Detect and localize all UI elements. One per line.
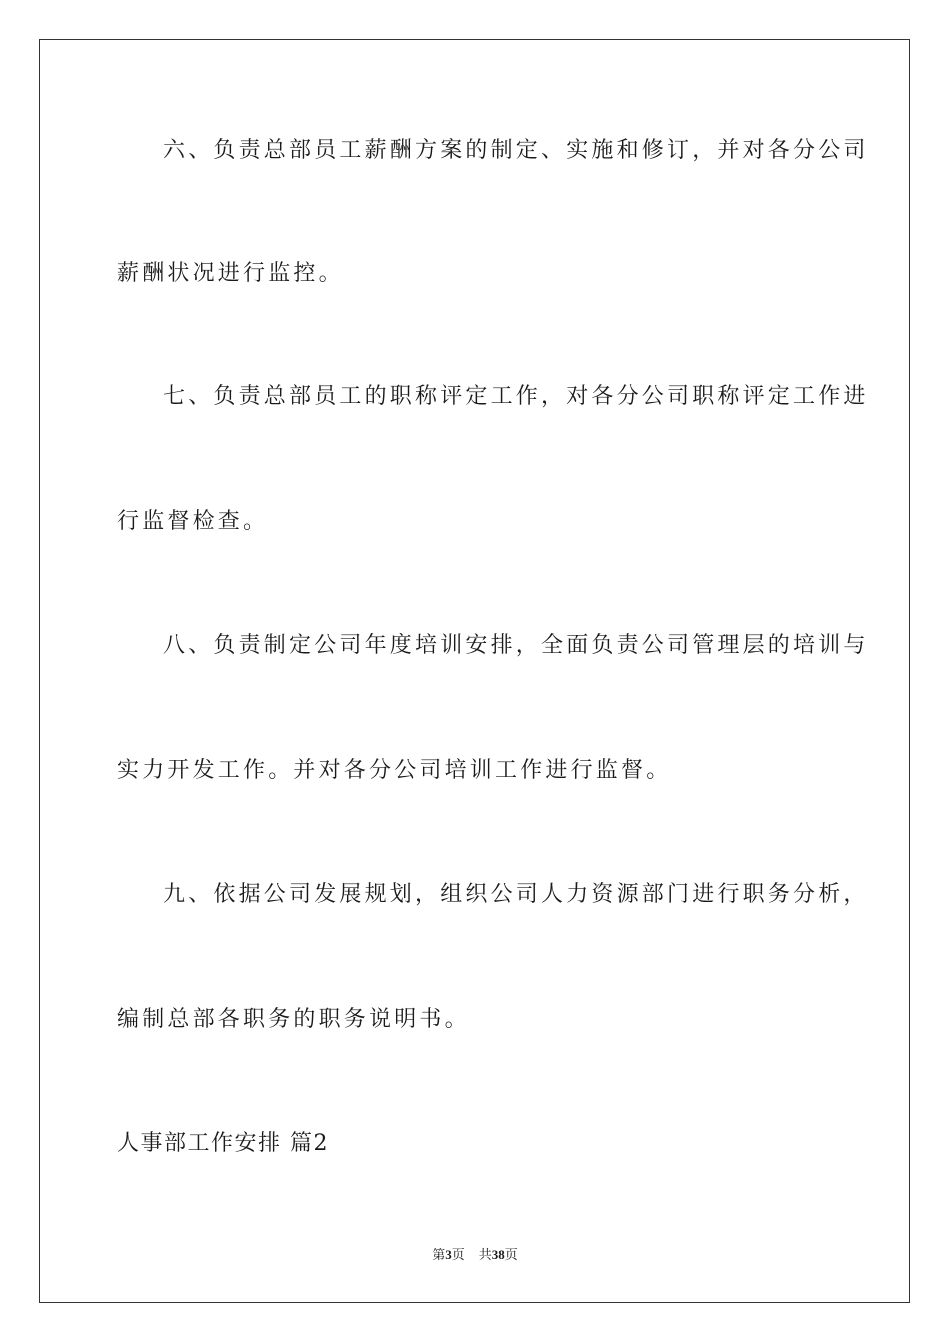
page-prefix: 第 [432,1247,446,1262]
total-suffix: 页 [504,1247,518,1262]
page-footer [0,1246,950,1264]
total-pages-number: 38 [491,1247,505,1262]
total-prefix: 共 [478,1247,492,1262]
current-page-number: 3 [445,1247,452,1262]
paragraph-9-line-1: 九、依据公司发展规划，组织公司人力资源部门进行职务分析， [163,882,869,907]
section-heading: 人事部工作安排 篇2 [117,1131,329,1156]
paragraph-8-line-1: 八、负责制定公司年度培训安排，全面负责公司管理层的培训与 [163,633,869,658]
paragraph-6-line-2: 薪酬状况进行监控。 [117,261,344,286]
page-suffix: 页 [451,1247,465,1262]
paragraph-9-line-2: 编制总部各职务的职务说明书。 [117,1007,470,1032]
paragraph-6-line-1: 六、负责总部员工薪酬方案的制定、实施和修订，并对各分公司 [163,138,869,163]
paragraph-8-line-2: 实力开发工作。并对各分公司培训工作进行监督。 [117,758,672,783]
paragraph-7-line-1: 七、负责总部员工的职称评定工作，对各分公司职称评定工作进 [163,384,869,409]
page-border [39,39,910,1303]
paragraph-7-line-2: 行监督检查。 [117,509,269,534]
